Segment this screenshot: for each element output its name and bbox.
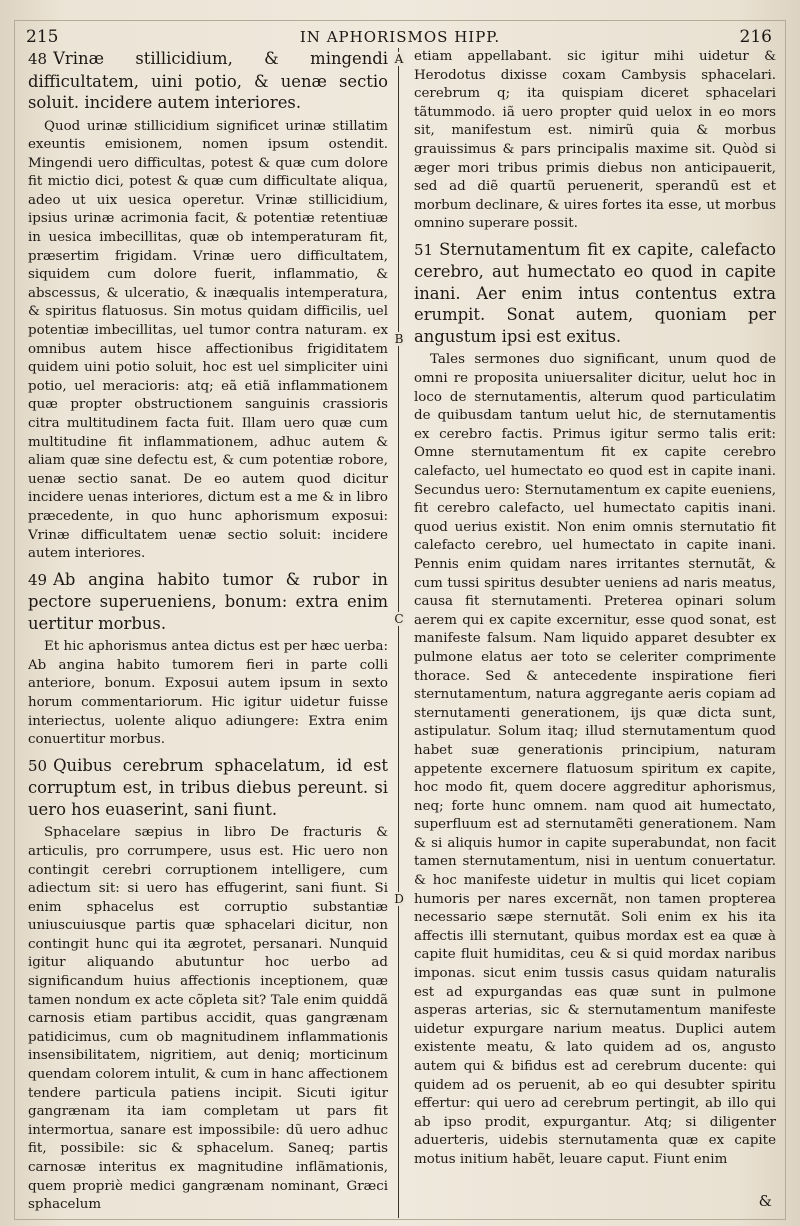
commentary-49: Et hic aphorismus antea dictus est per hæc uerba: Ab angina habito tumorem fieri in parte colli anteriore, bonum. Exposui autem ipsum in sexto horum commentariorum. Hic igitur uidetur fuisse interiectus, uolente aliquo adiungere: Extra enim conuertitur morbus.	[28, 639, 388, 748]
aphorism-text: Ab angina habito tumor & rubor in pectore superueniens, bonum: extra enim uertitur morbus.	[28, 569, 388, 633]
margin-letter-a: A	[394, 52, 404, 66]
commentary-48: Quod urinæ stillicidium significet urinæ stillatim exeuntis emisionem, nomen ipsum ostendit. Mingendi uero difficultas, potest & quæ cum dolore fit mictio dici, potest & quæ cum difficultate aliqua, adeo ut uix uesica operetur. Vrinæ stillicidium, ipsius urinæ acrimonia facit, & potentiæ retentiuæ in uesica imbecillitas, quæ ob intemperaturam fit, præsertim frigidam. Vrinæ uero difficultatem, siquidem cum dolore fuerit, inflammatio, & abscessus, & ulceratio, & inæqualis intemperatura, & spiritus flatuosus. Sin motus quidam difficilis, uel potentiæ imbecillitas, uel tumor contra naturam. ex omnibus autem hisce affectionibus frigiditatem quidem uini potio soluit, hoc est uel simpliciter uini potio, uel meracioris: atq; eã etiã inflammationem quæ propter obstructionem sanguinis crassioris citra multitudinem facta fuit. Illam uero quæ cum multitudine fit inflammationem, adhuc autem & aliam quæ sine defectu est, & cum potentiæ robore, uenæ sectio sanat. De eo autem quod dicitur incidere uenas interiores, dictum est a me & in libro præcedente, in quo hunc aphorismum exposui: Vrinæ difficultatem uenæ sectio soluit: incidere autem interiores.	[28, 118, 388, 562]
left-column	[28, 48, 388, 1218]
column-divider	[398, 48, 399, 1218]
margin-letter-d: D	[394, 892, 404, 906]
commentary-50-continued: etiam appellabant. sic igitur mihi uidetur & Herodotus dixisse coxam Cambysis sphacelari. cerebrum q; ita quispiam diceret sphacelari tãtummodo. iã uero propter quid uelox in eo mors sit, manifestum est. nimirũ quia & morbus grauissimus & pars principalis maxime sit. Quòd si æger mori tribus primis diebus non anticipauerit, sed ad diẽ quartũ peruenerit, sperandũ est et morbum declinare, & uires fortes ita esse, ut morbus omnino superare possit.	[414, 49, 776, 232]
aphorism-text: Sternutamentum fit ex capite, calefacto cerebro, aut humectato eo quod in capite inani. Aer enim intus contentus extra erumpit. Sonat autem, quoniam per angustum ipsi est exitus.	[414, 239, 776, 346]
aphorism-51	[414, 239, 776, 348]
aphorism-48	[28, 48, 388, 114]
right-column	[414, 48, 776, 1218]
aphorism-text: Quibus cerebrum sphacelatum, id est corruptum est, in tribus diebus pereunt. si uero hos euaserint, sani fiunt.	[28, 755, 388, 819]
margin-letter-b: B	[394, 332, 404, 346]
aphorism-number: 51	[414, 240, 434, 259]
commentary-50: Sphacelare sæpius in libro De fracturis & articulis, pro corrumpere, usus est. Hic uero non contingit cerebri corruptionem intelligere, cum adiectum sit: si uero has effugerint, sani fiunt. Si enim sphacelus est corruptio substantiæ uniuscuiusque partis quæ sphacelari dicitur, non contingit hunc qui ita ægrotet, persanari. Nunquid igitur aliquando abutuntur hoc uerbo ad significandum huius affectionis inceptionem, quæ tamen nondum ex acte cõpleta sit? Tale enim quiddã carnosis etiam partibus accidit, quas gangrænam patidicimus, cum ob magnitudinem inflammationis insensibilitatem, nigritiem, aut deniq; morticinum quendam colorem intulit, & cum in hanc affectionem tendere particula patiens incipit. Sicuti igitur gangrænam ita iam completam ut pars fit intermortua, sanare est impossibile: dũ uero adhuc fit, possibile: sic & sphacelum. Saneq; partis carnosæ interitus ex magnitudine inflãmationis, quem propriè medici gangrænam nominant, Græci sphacelum	[28, 825, 388, 1213]
aphorism-number: 48	[28, 50, 48, 68]
margin-letter-c: C	[394, 612, 404, 626]
catchword: &	[758, 1192, 772, 1210]
aphorism-number: 50	[28, 756, 48, 775]
aphorism-50	[28, 755, 388, 821]
commentary-51: Tales sermones duo significant, unum quod de omni re proposita uniuersaliter dicitur, uelut hoc in loco de sternutamentis, alterum quod particulatim de quibusdam tantum uelut hic, de sternutamentis ex cerebro factis. Primus igitur sermo talis erit: Omne sternutamentum fit ex capite cerebro calefacto, uel humectato eo quod est in capite inani. Secundus uero: Sternutamentum ex capite eueniens, fit cerebro calefacto, uel humectato capitis inani. quod uerius existit. Non enim omnis sternutatio fit calefacto cerebro, uel humectato in capite inani. Pennis enim quidam nares irritantes sternutãt, & cum tussi spiritus desubter ueniens ad naris meatus, causa fit sternutamenti. Preterea opinari solum aerem qui ex capite excernitur, esse quod sonat, est manifeste falsum. Nam liquido apparet desubter ex pulmone elatus aer toto se celeriter comprimente thorace. Sed & antecedente inspiratione fieri sternutamentum, natura aggregante aeris copiam ad sternutamenti generationem, ijs quæ dicta sunt, astipulatur. Solum itaq; illud sternutamentum quod habet suæ generationis principium, naturam appetente excernere flatuosum spiritum ex capite, hoc modo fit, quem docere aggreditur aphorismus, neq; forte hunc omnem. nam quod ait humectato, superfluum est ad sternutamẽti generationem. Nam & si aliquis humor in capite superabundat, non facit tamen sternutamentum, nisi in uentum conuertatur. & hoc manifeste uidetur in multis qui licet copiam humoris per nares excernãt, non tamen propterea necessario sæpe sternutãt. Soli enim ex his ita affectis illi sternutant, quibus mordax est ea quæ à capite fluit humiditas, ceu & si quid mordax naribus imponas. sicut enim tussis casus quidam naturalis est ad expurgandas eas quæ sunt in pulmone asperas arterias, sic & sternutamentum manifeste uidetur expurgare narium meatus. Duplici autem existente meatu, & lato quidem ad os, angusto autem qui & bifidus est ad cerebrum ducente: qui quidem ad os peruenit, ab eo qui desubter spiritu effertur: qui uero ad cerebrum pertingit, ab illo qui ab ipso prodit, expurgantur. Atq; si diligenter aduerteris, uidebis sternutamenta quæ ex capite motus initium habẽt, leuare caput. Fiunt enim	[414, 352, 776, 1167]
running-title: IN APHORISMOS HIPP.	[299, 28, 501, 46]
aphorism-text: Vrinæ stillicidium, & mingendi difficultatem, uini potio, & uenæ sectio soluit. incidere autem interiores.	[28, 49, 388, 112]
page-number-right: 216	[739, 27, 772, 47]
page-number-left: 215	[26, 27, 59, 47]
aphorism-number: 49	[28, 570, 48, 589]
aphorism-49	[28, 569, 388, 635]
